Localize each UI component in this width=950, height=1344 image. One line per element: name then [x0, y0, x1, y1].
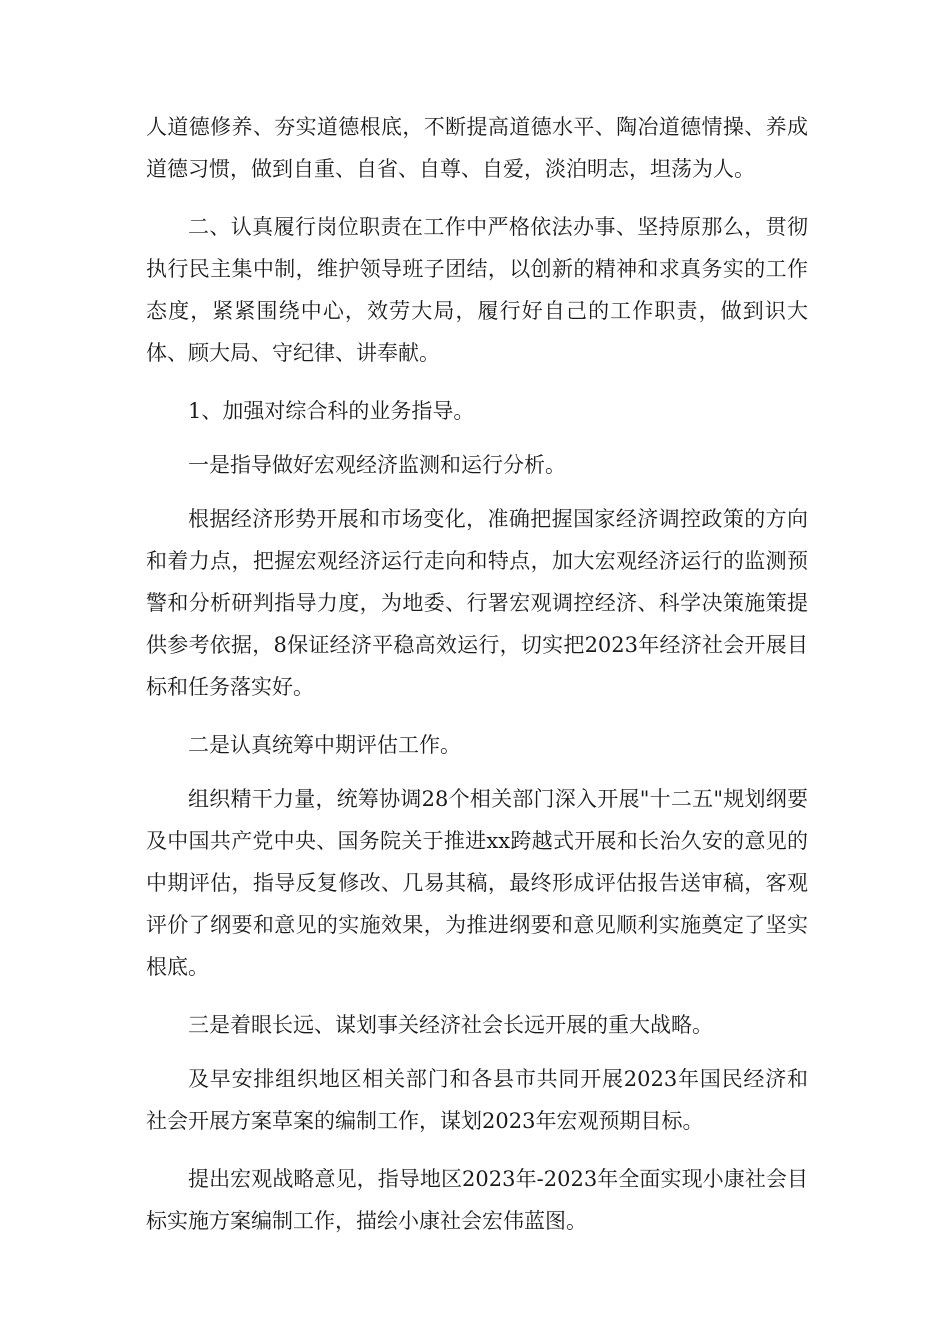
paragraph-point-one-body: 根据经济形势开展和市场变化，准确把握国家经济调控政策的方向和着力点，把握宏观经济运行走向和特点，加大宏观经济运行的监测预警和分析研判指导力度，为地委、行署宏观调控经济、科学决策施策提供参考依据，8保证经济平稳高效运行，切实把2023年经济社会开展目标和任务落实好。 — [146, 507, 808, 699]
paragraph-point-three-body: 及早安排组织地区相关部门和各县市共同开展2023年国民经济和社会开展方案草案的编制工作，谋划2023年宏观预期目标。 — [146, 1067, 808, 1133]
paragraph-continued-text: 人道德修养、夯实道德根底，不断提高道德水平、陶冶道德情操、养成道德习惯，做到自重、自省、自尊、自爱，淡泊明志，坦荡为人。 — [146, 115, 808, 181]
paragraph-strategy-opinion: 提出宏观战略意见，指导地区2023年-2023年全面实现小康社会目标实施方案编制工作，描绘小康社会宏伟蓝图。 — [146, 1167, 808, 1233]
paragraph-section-two-heading: 二、认真履行岗位职责在工作中严格依法办事、坚持原那么，贯彻执行民主集中制，维护领导班子团结，以创新的精神和求真务实的工作态度，紧紧围绕中心，效劳大局，履行好自己的工作职责，做到识大体、顾大局、守纪律、讲奉献。 — [146, 215, 808, 365]
paragraph-point-two-body: 组织精干力量，统筹协调28个相关部门深入开展"十二五"规划纲要及中国共产党中央、国务院关于推进xx跨越式开展和长治久安的意见的中期评估，指导反复修改、几易其稿，最终形成评估报告送审稿，客观评价了纲要和意见的实施效果，为推进纲要和意见顺利实施奠定了坚实根底。 — [146, 787, 808, 979]
paragraph-point-three: 三是着眼长远、谋划事关经济社会长远开展的重大战略。 — [188, 1013, 713, 1037]
document-body — [146, 106, 808, 1258]
paragraph-point-two: 二是认真统筹中期评估工作。 — [188, 733, 461, 757]
paragraph-point-one: 一是指导做好宏观经济监测和运行分析。 — [188, 453, 566, 477]
paragraph-item-1: 1、加强对综合科的业务指导。 — [188, 399, 475, 423]
